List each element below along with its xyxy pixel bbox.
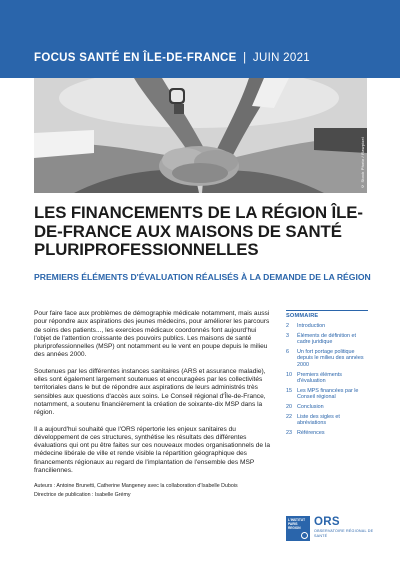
document-subtitle: PREMIERS ÉLÉMENTS D'ÉVALUATION RÉALISÉS À LA DEMANDE DE LA RÉGION — [34, 272, 371, 282]
toc-label: Un fort portage politique depuis le milieu des années 2000 — [297, 348, 364, 368]
body-paragraph-1: Pour faire face aux problèmes de démographie médicale notamment, mais aussi pour répondre aux aspirations des jeunes médecins, pour améliorer les parcours de soins des patients..., les exercices médicaux coordonnés font aujourd'hui l'objet de l'attention croissante des pouvoirs publics. Les maisons de santé pluriprofessionnelles (MSP) ont notamment eu le vent en poupe depuis le milieu des années 2000. — [34, 310, 270, 359]
body-paragraph-3: Il a aujourd'hui souhaité que l'ORS répertorie les enjeux sanitaires du développement de ces structures, synthétise les résultats des différentes évaluations qui ont pu être faites sur ces nouveaux modes organisationnels de la médecine libérale de ville et rende visible la répartition géographique des financements régionaux au regard de l'implantation de l'ensemble des MSP franciliennes. — [34, 425, 271, 475]
toc-item[interactable] — [286, 388, 368, 401]
toc-label: Références — [297, 429, 325, 436]
toc-label: Les MPS financées par le Conseil régional — [297, 387, 359, 401]
toc-item[interactable] — [286, 404, 368, 411]
toc-label: Premiers éléments d'évaluation — [297, 371, 342, 385]
toc-page-number: 20 — [286, 403, 292, 410]
region-ring-icon — [301, 532, 308, 539]
publication-director-line: Directrice de publication : Isabelle Grémy — [34, 491, 131, 498]
toc-page-number: 15 — [286, 387, 292, 394]
header-separator: | — [243, 52, 247, 64]
toc-page-number: 10 — [286, 371, 292, 378]
ors-logo — [314, 516, 374, 542]
institut-paris-region-logo-text: L'INSTITUT PARIS REGION — [288, 518, 306, 530]
header-band — [0, 0, 400, 78]
body-paragraph-2: Soutenues par les différentes instances sanitaires (ARS et assurance maladie), elles sont également largement soutenues et encouragées par les collectivités territoriales dans le but de répondre aux aspirations de leurs administrés très sensibles aux questions d'accès aux soins. Le Conseil régional d'Île-de-France, notamment, a soutenu financièrement la création de soixante-dix MSP dans la région. — [34, 367, 266, 417]
toc-item[interactable] — [286, 323, 368, 330]
series-title: FOCUS SANTÉ EN ÎLE-DE-FRANCE — [34, 52, 237, 64]
header-title-line — [34, 52, 310, 64]
table-of-contents — [286, 310, 368, 439]
toc-item[interactable] — [286, 372, 368, 385]
publication-date: JUIN 2021 — [252, 52, 310, 64]
toc-label: Introduction — [297, 323, 326, 329]
toc-label: Éléments de définition et cadre juridique — [297, 332, 357, 346]
body-column — [34, 310, 274, 499]
toc-page-number: 2 — [286, 323, 289, 329]
photo-credit: © Stock Photo / Rawpixel — [360, 136, 365, 189]
cover-photo — [34, 78, 367, 193]
toc-page-number: 3 — [286, 332, 289, 339]
toc-item[interactable] — [286, 349, 368, 369]
stacked-hands-illustration — [34, 78, 367, 193]
toc-label: Conclusion — [297, 403, 324, 410]
document-title: LES FINANCEMENTS DE LA RÉGION ÎLE-DE-FRANCE AUX MAISONS DE SANTÉ PLURIPROFESSIONNELLES — [34, 203, 363, 259]
toc-title: SOMMAIRE — [286, 313, 319, 319]
toc-label: Liste des sigles et abréviations — [297, 413, 340, 427]
toc-page-number: 23 — [286, 429, 292, 436]
toc-page-number: 22 — [286, 413, 292, 420]
toc-item[interactable] — [286, 414, 368, 427]
ors-logo-subtitle: OBSERVATOIRE RÉGIONAL DE SANTÉ — [314, 529, 374, 538]
toc-item[interactable] — [286, 333, 368, 346]
institut-paris-region-logo — [286, 516, 310, 541]
ors-logo-text: ORS — [314, 516, 340, 528]
authors-line: Auteurs : Antoine Brunetti, Catherine Mangeney avec la collaboration d'Isabelle Dubois — [34, 483, 238, 490]
toc-page-number: 6 — [286, 348, 289, 355]
toc-item[interactable] — [286, 430, 368, 437]
